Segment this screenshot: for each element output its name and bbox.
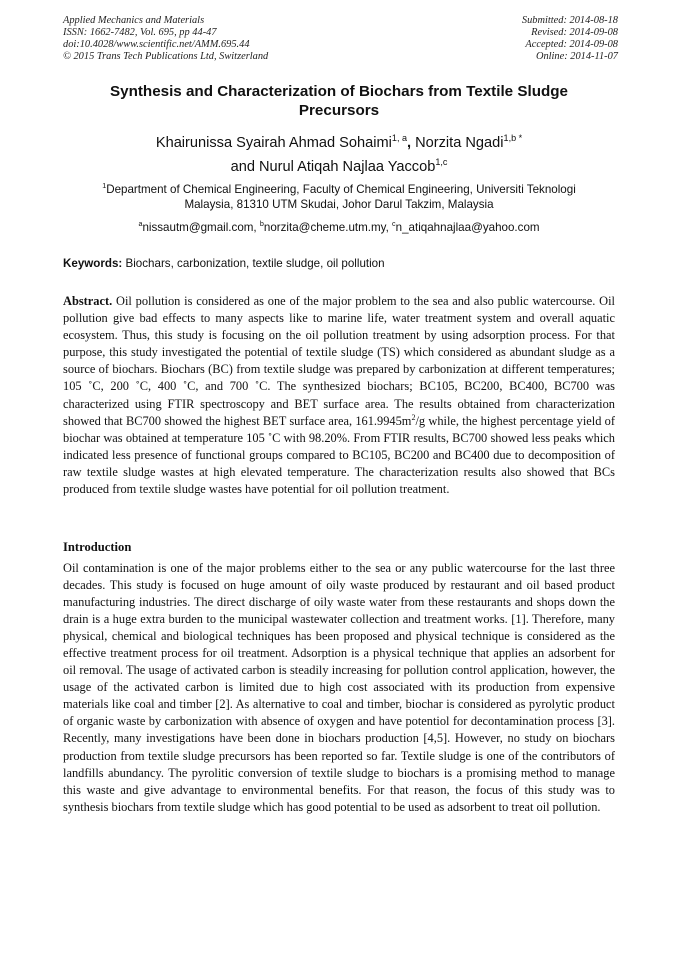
email-b: norzita@cheme.utm.my, (263, 221, 393, 234)
journal-issn: ISSN: 1662-7482, Vol. 695, pp 44-47 (63, 27, 217, 38)
author-3-affil: 1,c (435, 157, 448, 168)
author-separator: , (407, 135, 416, 151)
date-online: Online: 2014-11-07 (535, 51, 618, 62)
paper-title (63, 82, 615, 120)
journal-doi: doi:10.4028/www.scientific.net/AMM.695.44 (63, 39, 250, 50)
abstract-superscript: 2 (411, 412, 416, 422)
journal-info (63, 15, 268, 63)
date-submitted: Submitted: 2014-08-18 (521, 15, 618, 26)
author-line-1 (63, 131, 615, 155)
title-line-1: Synthesis and Characterization of Biochars from Textile Sludge (110, 83, 568, 100)
abstract-label: Abstract. (63, 294, 113, 308)
author-1-name: Khairunissa Syairah Ahmad Sohaimi (155, 135, 392, 151)
title-line-2: Precursors (298, 102, 380, 119)
keywords-text: Biochars, carbonization, textile sludge, oil pollution (122, 257, 385, 270)
author-list (63, 131, 615, 179)
keywords (63, 256, 615, 271)
keywords-label: Keywords: (63, 257, 123, 270)
email-a: nissautm@gmail.com, (142, 221, 260, 234)
journal-name: Applied Mechanics and Materials (63, 15, 205, 26)
author-emails (63, 220, 615, 235)
abstract (63, 293, 615, 498)
affiliation-line-2: Malaysia, 81310 UTM Skudai, Johor Darul Takzim, Malaysia (184, 198, 494, 211)
date-revised: Revised: 2014-09-08 (531, 27, 618, 38)
email-a-mark: a (138, 219, 143, 229)
author-and: and (230, 159, 259, 175)
section-heading-introduction: Introduction (63, 540, 132, 554)
author-3-name: Nurul Atiqah Najlaa Yaccob (259, 159, 436, 175)
affiliation-number: 1 (102, 181, 107, 191)
introduction-body: Oil contamination is one of the major problems either to the sea or any public watercourse for the last three decades. This study is focused on huge amount of oily waste produced by restaurant and oil based product manufacturing industries. The direct discharge of oily waste water from these restaurants and shops down the drain is a huge extra burden to the municipal wastewater collection and treatment works. [1]. Therefore, many physical, chemical and biological techniques has been proposed and physical technique is considered as the effective treatment process for oil treatment. Adsorption is a physical technique that applies an adsorbent for oil removal. The usage of activated carbon is steadily increasing for pollution control application, however, the usage of the activated carbon is limited due to high cost associated with its production from expensive materials like coal and timber [2]. As alternative to coal and timber, biochar is considered as pyrolytic product of organic waste by carbonization with absence of oxygen and have potentiol for decontamination process [3]. Recently, many investigations have been done in biochars production [4,5]. However, no study on biochars production from textile sludge precursors has been reported so far. Textile sludge is one of the contributors of landfills abundancy. The pyrolitic conversion of textile sludge to biochars is a promising method to manage this waste and give advantage to environmental benefits. For that reason, the focus of this study was to synthesis biochars from textile sludge which has good potential to be used as adsorbent to treat oil pollution. (63, 561, 615, 814)
affiliation (63, 182, 615, 212)
author-line-2 (63, 155, 615, 179)
email-c-mark: c (392, 219, 396, 229)
journal-copyright: © 2015 Trans Tech Publications Ltd, Switzerland (63, 51, 269, 62)
affiliation-line-1: $^1$Department of Chemical Engineering, Faculty of Chemical Engineering, Universiti Teknologi (102, 181, 576, 196)
submission-dates (522, 15, 618, 63)
author-2-affil: 1,b * (503, 133, 523, 144)
email-b-mark: b (259, 219, 264, 229)
abstract-text-2: /g while, the highest percentage yield of biochar was obtained at temperature 105 ˚C with 98.20%. From FTIR results, BC700 showed less peaks which indicated less presence of functional groups compared to BC105, BC200 and BC400 due to decomposition of raw textile sludge wastes at high elevated temperature. The characterization results also showed that BCs produced from textile sludge wastes have potential for oil pollution treatment. (63, 413, 615, 497)
author-2-name: Norzita Ngadi (415, 135, 504, 151)
abstract-text-1: Oil pollution is considered as one of the major problem to the sea and also public watercourse. Oil pollution give bad effects to many aspects like to marine life, water treatment system and overall aquatic ecosystem. Thus, this study is focusing on the oil pollution treatment by using adsorption process. For that purpose, this study investigated the potential of textile sludge (TS) which considered as abundant sludge as a source of biochars. Biochars (BC) from textile sludge was prepared by carbonization at different temperatures; 105 ˚C, 200 ˚C, 400 ˚C, and 700 ˚C. The synthesized biochars; BC105, BC200, BC400, BC700 was characterized using FTIR spectroscopy and BET surface area. The results obtained from characterization showed that BC700 showed the highest BET surface area, 161.9945m (63, 294, 615, 428)
author-1-affil: 1, a (391, 133, 407, 144)
email-c: n_atiqahnajlaa@yahoo.com (395, 221, 540, 234)
date-accepted: Accepted: 2014-09-08 (525, 39, 618, 50)
